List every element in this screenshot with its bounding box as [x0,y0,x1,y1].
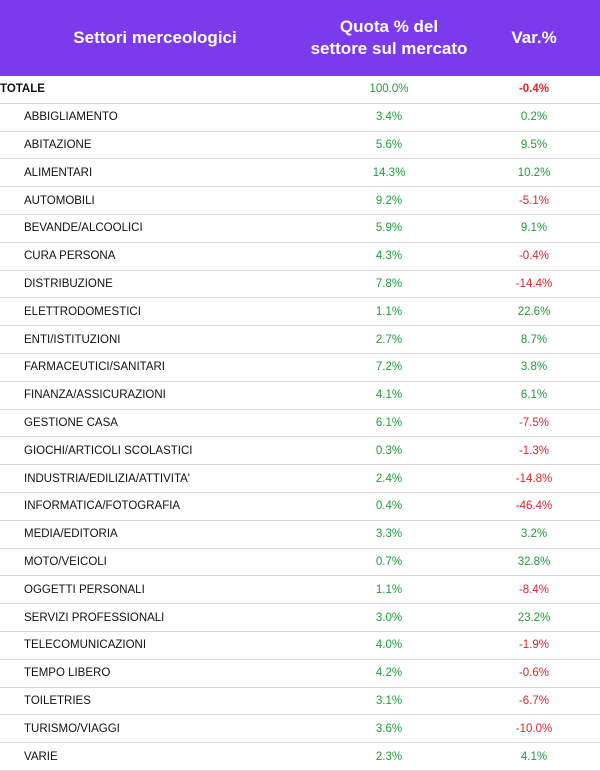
table-row [0,326,600,354]
table-row [0,632,600,660]
row-var: -1.3% [518,444,550,457]
row-var: 23.2% [517,611,551,624]
row-share: 3.0% [375,611,403,624]
row-label: ELETTRODOMESTICI [24,305,141,318]
row-share: 7.8% [375,277,403,290]
row-share: 1.1% [375,305,403,318]
row-var: -10.0% [515,722,553,735]
row-share: 4.1% [375,389,403,402]
table-header [0,0,600,76]
row-label-total: TOTALE [0,83,45,96]
table-row [0,604,600,632]
table-row [0,382,600,410]
row-var: 3.2% [520,528,548,541]
row-label: FARMACEUTICI/SANITARI [24,361,165,374]
row-share: 0.7% [375,555,403,568]
row-label: TURISMO/VIAGGI [24,722,120,735]
table-row [0,715,600,743]
table-row [0,159,600,187]
table-row [0,465,600,493]
row-label: TEMPO LIBERO [24,667,111,680]
row-var: 4.1% [520,750,548,763]
row-label: MEDIA/EDITORIA [24,528,118,541]
row-share: 1.1% [375,583,403,596]
row-label: AUTOMOBILI [24,194,95,207]
row-share: 4.0% [375,639,403,652]
table-row [0,243,600,271]
row-label: DISTRIBUZIONE [24,277,113,290]
row-share: 6.1% [375,416,403,429]
table-row [0,688,600,716]
table-row [0,493,600,521]
table-row [0,521,600,549]
row-var: 9.5% [520,138,548,151]
row-label: ENTI/ISTITUZIONI [24,333,121,346]
row-share: 5.6% [375,138,403,151]
row-share: 14.3% [372,166,406,179]
table-row-total [0,76,600,104]
row-label: GIOCHI/ARTICOLI SCOLASTICI [24,444,193,457]
row-var: 0.2% [520,111,548,124]
row-label: ABITAZIONE [24,138,92,151]
header-share: Quota % del settore sul mercato [310,17,468,58]
row-label: INDUSTRIA/EDILIZIA/ATTIVITA' [24,472,190,485]
table-row [0,410,600,438]
row-var: -0.4% [518,250,550,263]
table-row [0,549,600,577]
row-label: CURA PERSONA [24,250,116,263]
row-var: 8.7% [520,333,548,346]
row-share: 3.1% [375,694,403,707]
row-label: INFORMATICA/FOTOGRAFIA [24,500,181,513]
row-var: 10.2% [517,166,551,179]
row-var: -0.6% [518,667,550,680]
table-body [0,104,600,771]
row-share: 9.2% [375,194,403,207]
header-var: Var.% [511,28,557,47]
row-var: 6.1% [520,389,548,402]
row-var: -14.8% [515,472,553,485]
table-row [0,298,600,326]
row-share: 3.6% [375,722,403,735]
table-row [0,743,600,771]
row-share: 3.3% [375,528,403,541]
row-share: 4.3% [375,250,403,263]
table-row [0,215,600,243]
table-row [0,271,600,299]
row-var: -46.4% [515,500,553,513]
row-var: 3.8% [520,361,548,374]
row-var: -14.4% [515,277,553,290]
row-var: -5.1% [518,194,550,207]
row-share: 0.3% [375,444,403,457]
row-share: 2.4% [375,472,403,485]
row-label: MOTO/VEICOLI [24,555,107,568]
row-share: 5.9% [375,222,403,235]
row-label: OGGETTI PERSONALI [24,583,145,596]
table-row [0,187,600,215]
row-var: -8.4% [518,583,550,596]
row-var: 32.8% [517,555,551,568]
table-row [0,354,600,382]
row-label: ABBIGLIAMENTO [24,111,118,124]
row-label: BEVANDE/ALCOOLICI [24,222,143,235]
row-var: 22.6% [517,305,551,318]
row-label: SERVIZI PROFESSIONALI [24,611,165,624]
row-var: -6.7% [518,694,550,707]
row-share: 0.4% [375,500,403,513]
row-var-total: -0.4% [518,83,550,96]
row-var: 9.1% [520,222,548,235]
table-row [0,576,600,604]
table-row [0,132,600,160]
row-label: VARIE [24,750,58,763]
row-label: GESTIONE CASA [24,416,118,429]
row-share: 2.7% [375,333,403,346]
row-share: 3.4% [375,111,403,124]
row-label: TOILETRIES [24,694,91,707]
table-row [0,437,600,465]
row-label: ALIMENTARI [24,166,93,179]
row-label: FINANZA/ASSICURAZIONI [24,389,166,402]
table-row [0,660,600,688]
header-sector: Settori merceologici [73,28,237,47]
table-row [0,104,600,132]
row-share: 7.2% [375,361,403,374]
row-share: 2.3% [375,750,403,763]
row-share: 4.2% [375,667,403,680]
row-var: -1.9% [518,639,550,652]
row-var: -7.5% [518,416,550,429]
row-share-total: 100.0% [369,83,409,96]
row-label: TELECOMUNICAZIONI [24,639,147,652]
